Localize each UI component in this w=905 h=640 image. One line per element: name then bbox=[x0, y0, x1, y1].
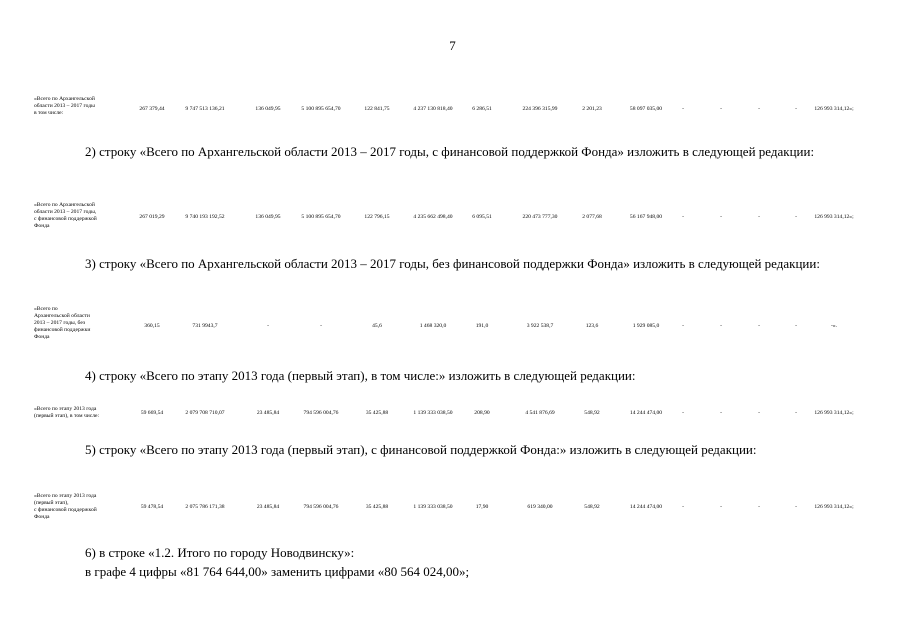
table-cell: 23 485,84 bbox=[256, 410, 280, 416]
table-cell: 2 201,23 bbox=[582, 106, 602, 112]
paragraph-item-3: 3) строку «Всего по Архангельской области 2013 – 2017 годы, без финансовой поддержки Фонда» изложить в следующей редакции: bbox=[85, 256, 820, 271]
table-cell: 360,15 bbox=[144, 323, 160, 329]
table-cell: 2 079 708 710,07 bbox=[185, 410, 225, 416]
table-cell: 220 473 777,30 bbox=[522, 214, 558, 220]
paragraph-item-6: 6) в строке «1.2. Итого по городу Новодвинску»: bbox=[85, 545, 355, 560]
table-cell: 122 796,15 bbox=[364, 214, 390, 220]
table-cell: 126 993 314,12»; bbox=[814, 410, 854, 416]
table-cell: 56 167 948,00 bbox=[629, 214, 663, 220]
table-cell: - bbox=[682, 410, 684, 416]
table-cell: - bbox=[758, 214, 760, 220]
paragraph-item-6-detail: в графе 4 цифры «81 764 644,00» заменить цифрами «80 564 024,00»; bbox=[85, 564, 470, 579]
table-cell: - bbox=[795, 504, 797, 510]
table-cell: - bbox=[758, 504, 760, 510]
table-cell: - bbox=[682, 323, 684, 329]
table-cell: - bbox=[720, 323, 722, 329]
table-cell: -». bbox=[830, 323, 838, 329]
table-row bbox=[0, 202, 905, 234]
paragraph-item-4: 4) строку «Всего по этапу 2013 года (первый этап), в том числе:» изложить в следующей редакции: bbox=[85, 368, 636, 383]
table-cell: 126 993 314,12»; bbox=[814, 504, 854, 510]
table-cell: 6 095,51 bbox=[472, 214, 492, 220]
table-row bbox=[0, 406, 905, 422]
table-cell: - bbox=[795, 323, 797, 329]
table-row bbox=[0, 96, 905, 124]
paragraph-item-5: 5) строку «Всего по этапу 2013 года (первый этап), с финансовой поддержкой Фонда:» изложить в следующей редакции: bbox=[85, 442, 757, 457]
table-cell: 208,90 bbox=[474, 410, 490, 416]
table-cell: - bbox=[795, 106, 797, 112]
table-cell: 5 100 895 654,70 bbox=[301, 106, 341, 112]
table-cell: 45,6 bbox=[372, 323, 382, 329]
table-cell: 3 922 538,7 bbox=[526, 323, 554, 329]
table-cell: 1 139 333 038,50 bbox=[413, 410, 453, 416]
row-label: «Всего по Архангельской области 2013 – 2017 годы, с финансовой поддержкой Фонда bbox=[34, 202, 97, 229]
table-cell: 23 485,84 bbox=[256, 504, 280, 510]
table-cell: 35 425,88 bbox=[365, 504, 389, 510]
table-cell: 126 993 314,12»; bbox=[814, 214, 854, 220]
row-label: «Всего по Архангельской области 2013 – 2017 годы в том числе: bbox=[34, 96, 95, 116]
table-cell: - bbox=[267, 323, 269, 329]
table-cell: 136 049,95 bbox=[255, 214, 281, 220]
table-cell: 58 097 035,00 bbox=[629, 106, 663, 112]
table-cell: 5 100 895 654,70 bbox=[301, 214, 341, 220]
table-cell: 35 425,88 bbox=[365, 410, 389, 416]
table-cell: - bbox=[758, 410, 760, 416]
row-label: «Всего по Архангельской области 2013 – 2017 годы, без финансовой поддержки Фонда bbox=[34, 306, 91, 340]
table-cell: 17,90 bbox=[475, 504, 489, 510]
table-cell: 4 235 662 498,40 bbox=[413, 214, 453, 220]
table-cell: - bbox=[720, 504, 722, 510]
table-cell: 9 740 193 192,52 bbox=[185, 214, 225, 220]
table-cell: 731 9943,7 bbox=[192, 323, 218, 329]
table-cell: 59 478,54 bbox=[140, 504, 164, 510]
table-cell: 2 077,68 bbox=[582, 214, 602, 220]
table-cell: 14 244 474,00 bbox=[629, 504, 663, 510]
table-cell: - bbox=[795, 410, 797, 416]
table-cell: 224 396 315,99 bbox=[522, 106, 558, 112]
table-cell: - bbox=[682, 106, 684, 112]
table-cell: 1 929 085,0 bbox=[632, 323, 660, 329]
table-cell: 2 075 786 171,38 bbox=[185, 504, 225, 510]
table-cell: 123,6 bbox=[585, 323, 599, 329]
table-cell: 794 596 004,76 bbox=[303, 504, 339, 510]
table-cell: 794 596 004,76 bbox=[303, 410, 339, 416]
table-cell: 1 139 333 038,50 bbox=[413, 504, 453, 510]
table-cell: - bbox=[720, 410, 722, 416]
table-cell: 4 237 130 818,40 bbox=[413, 106, 453, 112]
table-cell: 9 747 513 136,21 bbox=[185, 106, 225, 112]
table-cell: - bbox=[720, 214, 722, 220]
table-cell: - bbox=[320, 323, 322, 329]
table-cell: 191,0 bbox=[475, 323, 489, 329]
table-cell: 548,92 bbox=[584, 504, 600, 510]
table-cell: 6 286,51 bbox=[472, 106, 492, 112]
row-label: «Всего по этапу 2013 года (первый этап), с финансовой поддержкой Фонда bbox=[34, 493, 97, 520]
table-cell: 4 541 876,69 bbox=[525, 410, 555, 416]
table-cell: 136 049,95 bbox=[255, 106, 281, 112]
table-cell: 1 468 320,0 bbox=[419, 323, 447, 329]
table-cell: - bbox=[682, 214, 684, 220]
table-cell: - bbox=[795, 214, 797, 220]
table-cell: 59 669,54 bbox=[140, 410, 164, 416]
table-row bbox=[0, 306, 905, 348]
table-cell: 267 019,29 bbox=[139, 214, 165, 220]
table-cell: - bbox=[682, 504, 684, 510]
table-cell: 267 379,44 bbox=[139, 106, 165, 112]
table-row bbox=[0, 493, 905, 523]
table-cell: 122 841,75 bbox=[364, 106, 390, 112]
paragraph-item-2: 2) строку «Всего по Архангельской области 2013 – 2017 годы, с финансовой поддержкой Фонда» изложить в следующей редакции: bbox=[85, 144, 815, 159]
table-cell: 619 340,00 bbox=[527, 504, 553, 510]
table-cell: - bbox=[758, 106, 760, 112]
table-cell: 126 993 314,12»; bbox=[814, 106, 854, 112]
table-cell: - bbox=[720, 106, 722, 112]
row-label: «Всего по этапу 2013 года (первый этап), в том числе: bbox=[34, 406, 100, 419]
table-cell: - bbox=[758, 323, 760, 329]
table-cell: 548,92 bbox=[584, 410, 600, 416]
table-cell: 14 244 474,00 bbox=[629, 410, 663, 416]
page-number: 7 bbox=[449, 38, 456, 53]
